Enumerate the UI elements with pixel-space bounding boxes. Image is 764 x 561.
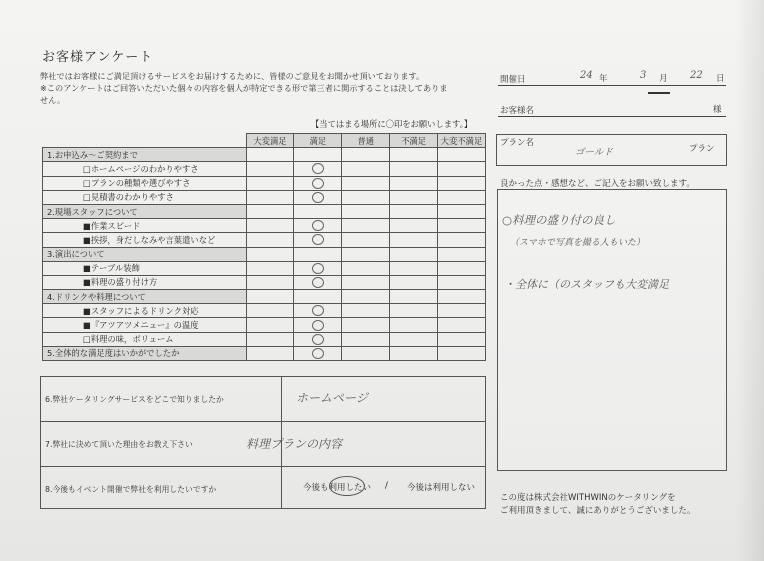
rating-cell xyxy=(342,275,390,289)
table-row xyxy=(43,275,486,289)
rating-cell xyxy=(294,176,342,190)
rating-cell xyxy=(294,261,342,275)
customer-label: お客様名 xyxy=(500,106,535,116)
table-row xyxy=(43,162,486,176)
month-unit: 月 xyxy=(659,74,668,84)
thanks-message xyxy=(500,492,695,518)
rating-cell xyxy=(390,346,438,360)
question-6-answer: ホームページ xyxy=(296,391,368,405)
rating-cell xyxy=(294,148,342,162)
rating-cell xyxy=(294,204,342,218)
table-row xyxy=(43,304,486,318)
circle-mark-icon xyxy=(312,192,324,203)
question-7-row xyxy=(41,422,485,467)
section-row xyxy=(43,204,486,218)
item-label: ■スタッフによるドリンク対応 xyxy=(43,304,247,318)
date-month: 3 xyxy=(640,70,647,81)
circle-mark-icon xyxy=(312,163,324,174)
rating-cell xyxy=(246,290,294,304)
rating-cell xyxy=(342,233,390,247)
item-label: □ホームページのわかりやすさ xyxy=(43,162,247,176)
rating-cell xyxy=(390,233,438,247)
rating-cell xyxy=(294,275,342,289)
rating-cell xyxy=(342,148,390,162)
rating-cell xyxy=(246,247,294,261)
rating-cell xyxy=(294,346,342,360)
intro-text xyxy=(40,70,448,106)
rating-cell xyxy=(342,219,390,233)
item-label: ■『アツアツメニュー』の温度 xyxy=(43,318,247,332)
circle-mark-icon xyxy=(312,305,324,316)
rating-cell xyxy=(246,332,294,346)
rating-cell xyxy=(342,162,390,176)
column-header: 大変満足 xyxy=(246,134,294,148)
rating-cell xyxy=(390,304,438,318)
table-row xyxy=(43,318,486,332)
rating-cell xyxy=(294,233,342,247)
intro-line: ※このアンケートはご回答いただいた個々の内容を個人が特定できる形で第三者に開示することは決してありま xyxy=(40,83,448,93)
item-label: ■料理の盛り付け方 xyxy=(43,275,247,289)
date-label: 開催日 xyxy=(500,75,526,85)
option-continue-use: 今後も利用したい xyxy=(303,483,372,493)
item-label: □プランの種類や選びやすさ xyxy=(43,176,247,190)
comments-label: 良かった点・感想など、ご記入をお願い致します。 xyxy=(500,179,695,189)
rating-cell xyxy=(438,247,486,261)
table-row xyxy=(43,233,486,247)
date-year: 24 xyxy=(580,70,593,81)
pen-mark xyxy=(648,92,670,94)
thanks-line: ご利用頂きまして、誠にありがとうございました。 xyxy=(500,506,696,516)
rating-cell xyxy=(294,247,342,261)
rating-cell xyxy=(294,318,342,332)
item-label: □料理の味，ボリューム xyxy=(43,332,247,346)
column-header: 普通 xyxy=(342,134,390,148)
rating-cell xyxy=(438,219,486,233)
option-not-use: 今後は利用しない xyxy=(407,483,476,493)
rating-cell xyxy=(438,176,486,190)
rating-cell xyxy=(438,346,486,360)
customer-suffix: 様 xyxy=(713,105,722,115)
rating-cell xyxy=(246,275,294,289)
rating-cell xyxy=(246,318,294,332)
item-label: ■作業スピード xyxy=(43,219,247,233)
rating-cell xyxy=(246,261,294,275)
section-row xyxy=(43,346,486,360)
rating-cell xyxy=(438,204,486,218)
question-6-row xyxy=(41,377,485,422)
plan-box xyxy=(496,134,727,166)
rating-cell xyxy=(438,275,486,289)
rating-cell xyxy=(246,304,294,318)
circle-mark-icon xyxy=(312,234,324,245)
plan-suffix: プラン xyxy=(689,144,715,154)
rating-cell xyxy=(246,346,294,360)
section-row xyxy=(43,247,486,261)
item-label: ■テーブル装飾 xyxy=(43,261,247,275)
rating-cell xyxy=(342,176,390,190)
option-separator: / xyxy=(385,481,388,491)
day-unit: 日 xyxy=(716,74,725,84)
plan-label: プラン名 xyxy=(500,138,535,148)
circle-mark-icon xyxy=(312,220,324,231)
date-underline xyxy=(498,85,726,86)
section-label: 3.演出について xyxy=(43,247,247,261)
rating-cell xyxy=(438,148,486,162)
customer-underline xyxy=(498,116,726,117)
rating-cell xyxy=(294,219,342,233)
intro-line: 弊社ではお客様にご満足頂けるサービスをお届けするために、皆様のご意見をお聞かせ頂いております。 xyxy=(40,71,425,81)
thanks-line: この度は株式会社WITHWINのケータリングを xyxy=(500,493,676,503)
section-row xyxy=(43,290,486,304)
year-unit: 年 xyxy=(599,74,608,84)
rating-cell xyxy=(342,346,390,360)
question-6-label: 6.弊社ケータリングサービスをどこで知りましたか xyxy=(45,395,224,404)
rating-cell xyxy=(438,290,486,304)
questions-box xyxy=(40,376,486,509)
table-row xyxy=(43,261,486,275)
comment-line: （スマホで写真を撮る人もいた） xyxy=(510,238,645,248)
comments-box xyxy=(497,189,727,471)
rating-cell xyxy=(294,304,342,318)
table-row xyxy=(43,190,486,204)
section-label: 2.現場スタッフについて xyxy=(43,204,247,218)
rating-cell xyxy=(438,318,486,332)
plan-value: ゴールド xyxy=(575,147,613,158)
rating-cell xyxy=(294,190,342,204)
circle-mark-icon xyxy=(312,348,324,359)
column-header: 不満足 xyxy=(390,134,438,148)
rating-cell xyxy=(390,176,438,190)
section-row xyxy=(43,148,486,162)
rating-cell xyxy=(390,148,438,162)
rating-cell xyxy=(342,318,390,332)
rating-cell xyxy=(390,190,438,204)
rating-cell xyxy=(438,190,486,204)
rating-cell xyxy=(342,290,390,304)
circle-mark-icon xyxy=(312,263,324,274)
comment-line: ・全体に（のスタッフも大変満足 xyxy=(504,278,669,291)
rating-cell xyxy=(390,204,438,218)
rating-cell xyxy=(342,204,390,218)
question-8-row xyxy=(41,467,485,510)
rating-cell xyxy=(246,233,294,247)
rating-cell xyxy=(246,219,294,233)
rating-cell xyxy=(342,190,390,204)
intro-line: せん。 xyxy=(40,95,66,105)
rating-cell xyxy=(438,332,486,346)
question-8-label: 8.今後もイベント開催で弊社を利用したいですか xyxy=(45,485,217,494)
table-row xyxy=(43,219,486,233)
date-day: 22 xyxy=(690,70,703,81)
rating-cell xyxy=(438,162,486,176)
rating-cell xyxy=(294,290,342,304)
page-title: お客様アンケート xyxy=(42,50,154,65)
rating-cell xyxy=(342,304,390,318)
rating-cell xyxy=(438,261,486,275)
rating-cell xyxy=(246,162,294,176)
rating-cell xyxy=(246,176,294,190)
table-row xyxy=(43,332,486,346)
rating-cell xyxy=(246,190,294,204)
item-label: □見積書のわかりやすさ xyxy=(43,190,247,204)
table-note: 【当てはまる場所に〇印をお願いします。】 xyxy=(311,119,473,129)
section-label: 5.全体的な満足度はいかがでしたか xyxy=(43,346,247,360)
rating-table xyxy=(42,133,486,361)
rating-cell xyxy=(438,233,486,247)
rating-cell xyxy=(390,247,438,261)
rating-cell xyxy=(342,247,390,261)
rating-cell xyxy=(342,261,390,275)
question-7-answer: 料理プランの内容 xyxy=(246,437,343,451)
rating-cell xyxy=(246,148,294,162)
rating-cell xyxy=(390,318,438,332)
rating-cell xyxy=(390,261,438,275)
circle-mark-icon xyxy=(312,320,324,331)
header-blank xyxy=(43,134,247,148)
section-label: 4.ドリンクや料理について xyxy=(43,290,247,304)
rating-cell xyxy=(294,162,342,176)
rating-cell xyxy=(342,332,390,346)
column-header: 大変不満足 xyxy=(438,134,486,148)
table-header-row xyxy=(43,134,486,148)
rating-cell xyxy=(390,290,438,304)
comment-line: ○料理の盛り付の良し xyxy=(502,213,616,227)
table-row xyxy=(43,176,486,190)
circle-mark-icon xyxy=(312,277,324,288)
rating-cell xyxy=(390,332,438,346)
column-header: 満足 xyxy=(294,134,342,148)
rating-cell xyxy=(246,204,294,218)
circle-mark-icon xyxy=(312,178,324,189)
item-label: ■挨拶，身だしなみや言葉遣いなど xyxy=(43,233,247,247)
rating-cell xyxy=(390,275,438,289)
question-7-label: 7.弊社に決めて頂いた理由をお教え下さい xyxy=(45,440,193,449)
section-label: 1.お申込み～ご契約まで xyxy=(43,148,247,162)
page-shadow xyxy=(736,0,764,561)
circle-mark-icon xyxy=(312,334,324,345)
rating-cell xyxy=(294,332,342,346)
rating-cell xyxy=(438,304,486,318)
rating-cell xyxy=(390,162,438,176)
rating-cell xyxy=(390,219,438,233)
answer-circle xyxy=(329,476,365,496)
